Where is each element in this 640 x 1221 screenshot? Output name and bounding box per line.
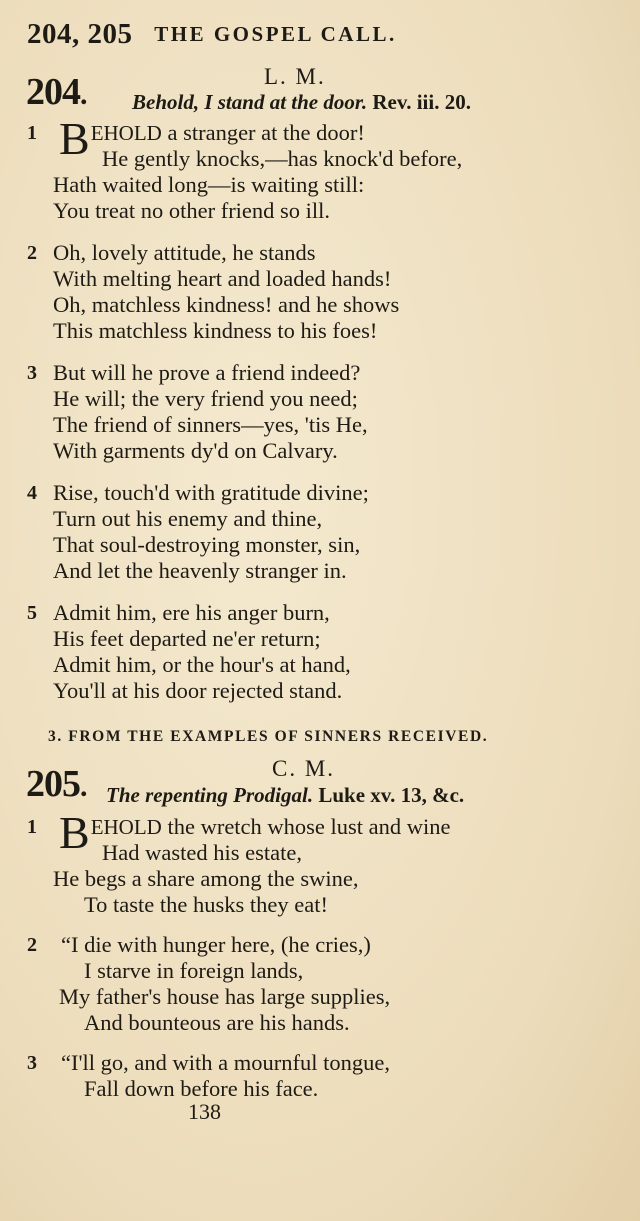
verse-line: Admit him, or the hour's at hand, <box>53 652 351 677</box>
verse-line: “I'll go, and with a mournful tongue, <box>61 1050 390 1075</box>
verse-line: With garments dy'd on Calvary. <box>53 438 338 463</box>
stanza-number: 5 <box>27 602 37 624</box>
verse-line: My father's house has large supplies, <box>59 984 391 1009</box>
verse-line: Oh, matchless kindness! and he shows <box>53 292 400 317</box>
hymn-number: 205. <box>26 763 87 805</box>
verse-line: Admit him, ere his anger burn, <box>53 600 330 625</box>
verse-line: “I die with hunger here, (he cries,) <box>61 932 371 957</box>
stanza-number: 4 <box>27 482 37 504</box>
verse-line: To taste the husks they eat! <box>84 892 328 917</box>
stanza-number: 3 <box>27 362 37 384</box>
verse-line: Had wasted his estate, <box>102 840 302 865</box>
page-range: 204, 205 <box>27 18 133 50</box>
verse-line: You'll at his door rejected stand. <box>53 678 343 703</box>
page-number: 138 <box>188 1099 221 1124</box>
verse-line: Rise, touch'd with gratitude divine; <box>53 480 369 505</box>
verse-line: Fall down before his face. <box>84 1076 319 1101</box>
hymn-meter: C. M. <box>272 756 336 781</box>
verse-line: Turn out his enemy and thine, <box>53 506 323 531</box>
drop-cap: B <box>59 113 90 164</box>
verse-line: BEHOLD a stranger at the door! <box>59 113 365 164</box>
running-head <box>27 18 397 51</box>
verse-line: He begs a share among the swine, <box>53 866 359 891</box>
hymn-subtitle: The repenting Prodigal. Luke xv. 13, &c. <box>106 783 465 807</box>
verse-line: He will; the very friend you need; <box>53 386 358 411</box>
scripture-reference: Rev. iii. 20. <box>372 90 471 114</box>
verse-line: His feet departed ne'er return; <box>53 626 321 651</box>
scripture-reference: Luke xv. 13, &c. <box>318 783 465 807</box>
verse-line: The friend of sinners—yes, 'tis He, <box>53 412 368 437</box>
verse-line: But will he prove a friend indeed? <box>53 360 361 385</box>
verse-line: And bounteous are his hands. <box>84 1010 350 1035</box>
verse-line: That soul-destroying monster, sin, <box>53 532 361 557</box>
hymn-subtitle: Behold, I stand at the door. Rev. iii. 20. <box>132 90 471 114</box>
verse-line: You treat no other friend so ill. <box>53 198 331 223</box>
verse-line: BEHOLD the wretch whose lust and wine <box>59 807 451 858</box>
stanza-number: 2 <box>27 242 37 264</box>
verse-line: With melting heart and loaded hands! <box>53 266 392 291</box>
verse-line: And let the heavenly stranger in. <box>53 558 347 583</box>
chapter-title: THE GOSPEL CALL. <box>154 22 397 46</box>
verse-line: This matchless kindness to his foes! <box>53 318 378 343</box>
stanza-number: 2 <box>27 934 37 956</box>
hymn-meter: L. M. <box>264 64 326 89</box>
verse-line: Oh, lovely attitude, he stands <box>53 240 316 265</box>
drop-cap: B <box>59 807 90 858</box>
hymn-number: 204. <box>26 71 87 113</box>
stanza-number: 1 <box>27 816 37 838</box>
stanza-number: 3 <box>27 1052 37 1074</box>
verse-line: Hath waited long—is waiting still: <box>53 172 365 197</box>
verse-line: He gently knocks,—has knock'd before, <box>102 146 463 171</box>
verse-line: I starve in foreign lands, <box>84 958 304 983</box>
stanza-number: 1 <box>27 122 37 144</box>
section-heading: 3. FROM THE EXAMPLES OF SINNERS RECEIVED. <box>48 728 489 745</box>
